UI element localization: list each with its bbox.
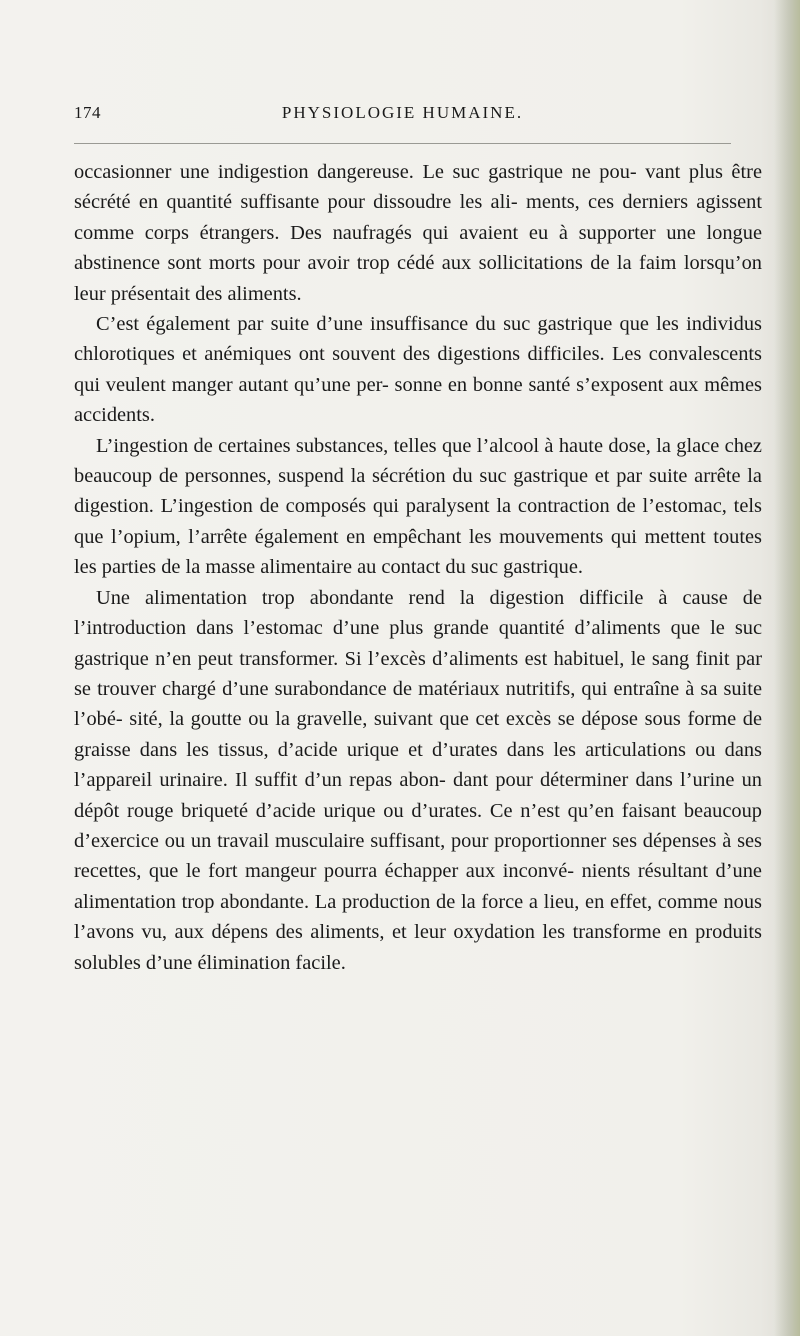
paragraph-2: C’est également par suite d’une insuffisance du suc gastrique que les individus chlorotiques et anémiques ont souvent des digestions difficiles. Les convalescents qui veulent manger autant qu’une per- sonne en bonne santé s’exposent aux mêmes accidents. (74, 313, 762, 427)
running-head: PHYSIOLOGIE HUMAINE. (281, 103, 524, 122)
paragraph-3: L’ingestion de certaines substances, telles que l’alcool à haute dose, la glace chez beaucoup de personnes, suspend la sécrétion du suc gastrique et par suite arrête la digestion. L’ingestion de composés qui paralysent la contraction de l’estomac, tels que l’opium, l’arrête également en empêchant les mouvements qui mettent toutes les parties de la masse alimentaire au contact du suc gastrique. (74, 434, 762, 579)
paragraph-1: occasionner une indigestion dangereuse. Le suc gastrique ne pou- vant plus être sécrété en quantité suffisante pour dissoudre les ali- ments, ces derniers agissent comme corps étrangers. Des naufragés qui avaient eu à supporter une longue abstinence sont morts pour avoir trop cédé aux sollicitations de la faim lorsqu’on leur présentait des aliments. (74, 161, 762, 305)
page-number: 174 (74, 103, 101, 122)
page-edge-shadow (774, 0, 800, 1336)
page-header (74, 103, 731, 129)
header-rule (74, 143, 731, 144)
body-text (74, 157, 762, 978)
paragraph-4: Une alimentation trop abondante rend la digestion difficile à cause de l’introduction dans l’estomac d’une plus grande quantité d’aliments que le suc gastrique n’en peut transformer. Si l’excès d’aliments est habituel, le sang finit par se trouver chargé d’une surabondance de matériaux nutritifs, qui entraîne à sa suite l’obé- sité, la goutte ou la gravelle, suivant que cet excès se dépose sous forme de graisse dans les tissus, d’acide urique et d’urates dans les articulations ou dans l’appareil urinaire. Il suffit d’un repas abon- dant pour déterminer dans l’urine un dépôt rouge briqueté d’acide urique ou d’urates. Ce n’est qu’en faisant beaucoup d’exercice ou un travail musculaire suffisant, pour proportionner ses dépenses à ses recettes, que le fort mangeur pourra échapper aux inconvé- nients résultant d’une alimentation trop abondante. La production de la force a lieu, en effet, comme nous l’avons vu, aux dépens des aliments, et leur oxydation les transforme en produits solubles d’une élimination facile. (74, 586, 762, 974)
